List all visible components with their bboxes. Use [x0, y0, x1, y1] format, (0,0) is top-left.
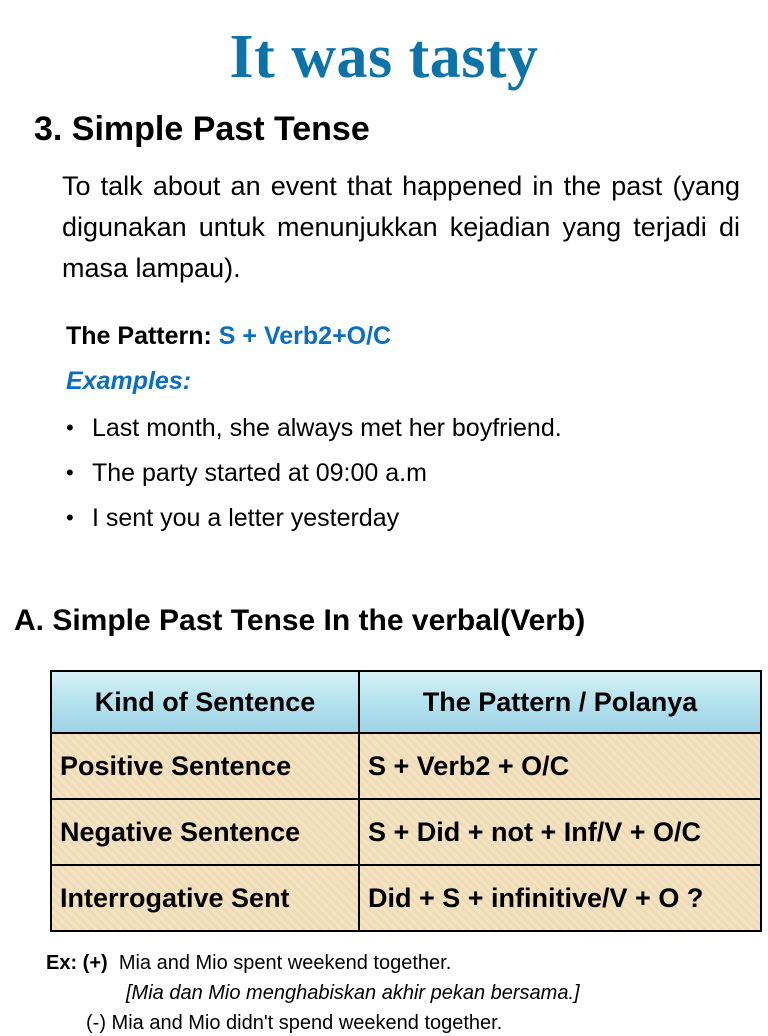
- section-heading: 3. Simple Past Tense: [34, 110, 370, 148]
- bullet-icon: •: [66, 415, 74, 440]
- bullet-icon: •: [66, 460, 74, 485]
- table-cell: S + Did + not + Inf/V + O/C: [359, 799, 761, 865]
- example-list: [66, 410, 562, 545]
- list-item: [66, 410, 562, 455]
- example-text: Last month, she always met her boyfriend.: [92, 414, 562, 442]
- list-item: [66, 500, 562, 545]
- pattern-value: S + Verb2+O/C: [218, 322, 392, 350]
- page-title: It was tasty: [229, 23, 539, 91]
- table-header-row: [51, 671, 761, 733]
- list-item: [66, 455, 562, 500]
- table-cell: Interrogative Sent: [51, 865, 359, 931]
- sub-heading: A. Simple Past Tense In the verbal(Verb): [14, 604, 586, 637]
- example-next-line: (-) Mia and Mio didn't spend weekend together.: [86, 1012, 503, 1034]
- table-row: [51, 799, 761, 865]
- translation-text: [Mia dan Mio menghabiskan akhir pekan bersama.]: [126, 982, 580, 1004]
- example-translation: [46, 980, 580, 1010]
- intro-paragraph: To talk about an event that happened in the past (yang digunakan untuk menunjukkan kejadian yang terjadi di masa lampau).: [62, 171, 740, 283]
- example-sentence-line: [46, 950, 580, 980]
- table-row: [51, 733, 761, 799]
- pattern-line: [66, 322, 391, 351]
- examples-label: Examples:: [66, 367, 192, 395]
- pattern-label: The Pattern:: [66, 322, 219, 350]
- table-row: [51, 865, 761, 931]
- example-block: [46, 950, 580, 1036]
- table-cell: Negative Sentence: [51, 799, 359, 865]
- example-text: The party started at 09:00 a.m: [92, 459, 427, 487]
- table-cell: S + Verb2 + O/C: [359, 733, 761, 799]
- header-kind-of-sentence: Kind of Sentence: [51, 671, 359, 733]
- bullet-icon: •: [66, 505, 74, 530]
- example-text: I sent you a letter yesterday: [92, 504, 400, 532]
- pattern-table: [50, 670, 762, 932]
- example-prefix: Ex: (+): [46, 952, 108, 974]
- table-cell: Positive Sentence: [51, 733, 359, 799]
- header-pattern: The Pattern / Polanya: [359, 671, 761, 733]
- example-sentence: Mia and Mio spent weekend together.: [118, 952, 452, 974]
- table-cell: Did + S + infinitive/V + O ?: [359, 865, 761, 931]
